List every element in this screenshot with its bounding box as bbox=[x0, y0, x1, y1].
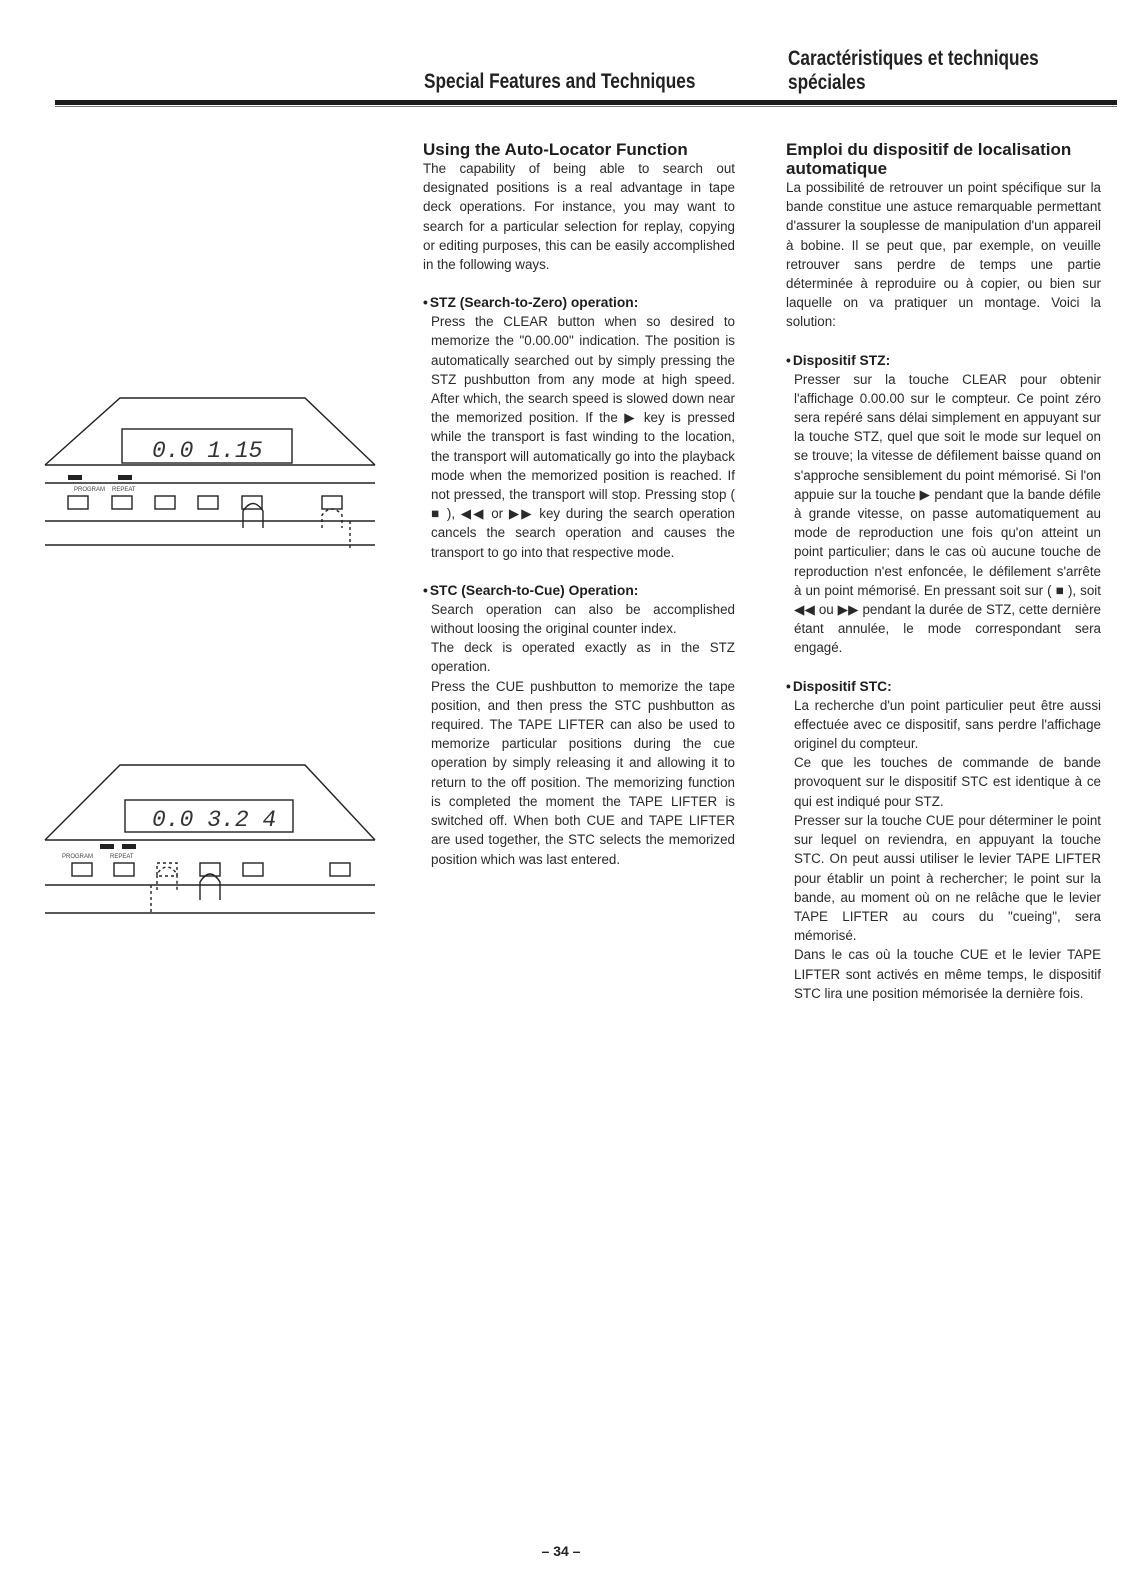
panel-label-repeat: REPEAT bbox=[112, 487, 136, 493]
fr-intro: La possibilité de retrouver un point spécifique sur la bande constitue une astuce remarquable permettant d'assurer la souplesse de manipulation d'un appareil à bobine. Il se peut que, par exemple, on veuille retrouver sans perdre de temps une partie déterminée à reproduire ou à copier, ou bien sur laquelle on va pratiquer un montage. Voici la solution: bbox=[786, 180, 1101, 330]
header-rule bbox=[55, 100, 1117, 105]
counter-display: 0.0 3.2 4 bbox=[152, 807, 277, 833]
en-stc-p2: The deck is operated exactly as in the STZ operation. bbox=[431, 640, 735, 675]
page-number: – 34 – bbox=[541, 1543, 581, 1559]
header-rule-thin bbox=[55, 106, 1117, 107]
indicator-led bbox=[68, 475, 82, 480]
english-column bbox=[423, 140, 735, 869]
panel-label-repeat: REPEAT bbox=[110, 854, 134, 860]
en-stc-title: • STC (Search-to-Cue) Operation: bbox=[423, 581, 735, 600]
en-stz-title: • STZ (Search-to-Zero) operation: bbox=[423, 293, 735, 312]
en-stz-body: Press the CLEAR button when so desired to memorize the "0.00.00" indication. The position is automatically searched out by simply pressing the STZ pushbutton from any mode at high speed. After which, the search speed is slowed down near the memorized position. If the ▶ key is pressed while the transport is fast winding to the location, the transport will automatically go into the playback mode when the memorized position is reached. If not pressed, the transport will stop. Pressing stop ( ■ ), ◀◀ or ▶▶ key during the search operation cancels the search operation and causes the transport to go into that respective mode. bbox=[431, 314, 735, 560]
indicator-led bbox=[100, 844, 114, 849]
fr-stc-p4: Dans le cas où la touche CUE et le levier TAPE LIFTER sont activés en même temps, le dispositif STC lira une position mémorisée la dernière fois. bbox=[794, 947, 1101, 1001]
indicator-led bbox=[118, 475, 132, 480]
en-stc-p1: Search operation can also be accomplished without loosing the original counter index. bbox=[431, 601, 735, 637]
figure-stc-panel bbox=[40, 760, 380, 920]
indicator-led bbox=[122, 844, 136, 849]
fr-stc-p1: La recherche d'un point particulier peut être aussi effectuée avec ce dispositif, sans perdre l'affichage originel du compteur. bbox=[794, 697, 1101, 752]
header-title-fr: Caractéristiques et techniques spéciales bbox=[788, 47, 1039, 94]
header-title-en: Special Features and Techniques bbox=[424, 70, 696, 93]
panel-label-program: PROGRAM bbox=[74, 487, 106, 493]
fr-stz-body: Presser sur la touche CLEAR pour obtenir l'affichage 0.00.00 sur le compteur. Ce point zéro sera repéré sans délai simplement en appuyant sur la touche STZ, quel que soit le mode sur lequel on se trouve; la vitesse de défilement baisse quand on s'approche sensiblement du point mémorisé. Si l'on appuie sur la touche ▶ pendant que la bande défile à grande vitesse, on passe automatiquement au mode de reproduction une fois qu'on atteint un point particulier; dans le cas où aucune touche de reproduction n'est enfoncée, le défilement s'arrête à un point mémorisé. En pressant soit sur ( ■ ), soit ◀◀ ou ▶▶ pendant la durée de STZ, cette dernière étant annulée, le mode correspondant sera engagé. bbox=[794, 371, 1101, 656]
fr-heading: Emploi du dispositif de localisation automatique bbox=[786, 140, 1072, 178]
en-intro: The capability of being able to search out designated positions is a real advantage in tape deck operations. For instance, you may want to search for a particular selection for replay, copying or editing purposes, this can be easily accomplished in the following ways. bbox=[423, 161, 735, 273]
fr-stc-p2: Ce que les touches de commande de bande provoquent sur le dispositif STC est identique à ce qui est indiqué pour STZ. bbox=[794, 755, 1101, 809]
en-stc-p3: Press the CUE pushbutton to memorize the tape position, and then press the STC pushbutton as required. The TAPE LIFTER can also be used to memorize particular positions during the cue operation by simply releasing it and allowing it to return to the off position. The memorizing function is completed the moment the TAPE LIFTER is switched off. When both CUE and TAPE LIFTER are used together, the STC selects the memorized position which was last entered. bbox=[431, 678, 735, 867]
counter-display: 0.0 1.15 bbox=[152, 438, 263, 464]
french-column bbox=[786, 140, 1101, 1003]
figure-stz-panel bbox=[40, 393, 380, 553]
fr-stc-p3: Presser sur la touche CUE pour déterminer le point sur lequel on reviendra, en appuyant la touche STC. On peut aussi utiliser le levier TAPE LIFTER pour établir un point à rechercher; le point sur la bande, au moment où on ne relâche que le levier TAPE LIFTER au cours du "cueing", sera mémorisé. bbox=[794, 812, 1101, 944]
panel-label-program: PROGRAM bbox=[62, 854, 94, 860]
en-heading: Using the Auto-Locator Function bbox=[423, 140, 688, 159]
fr-stz-title: • Dispositif STZ: bbox=[786, 351, 1101, 370]
fr-stc-title: • Dispositif STC: bbox=[786, 677, 1101, 696]
